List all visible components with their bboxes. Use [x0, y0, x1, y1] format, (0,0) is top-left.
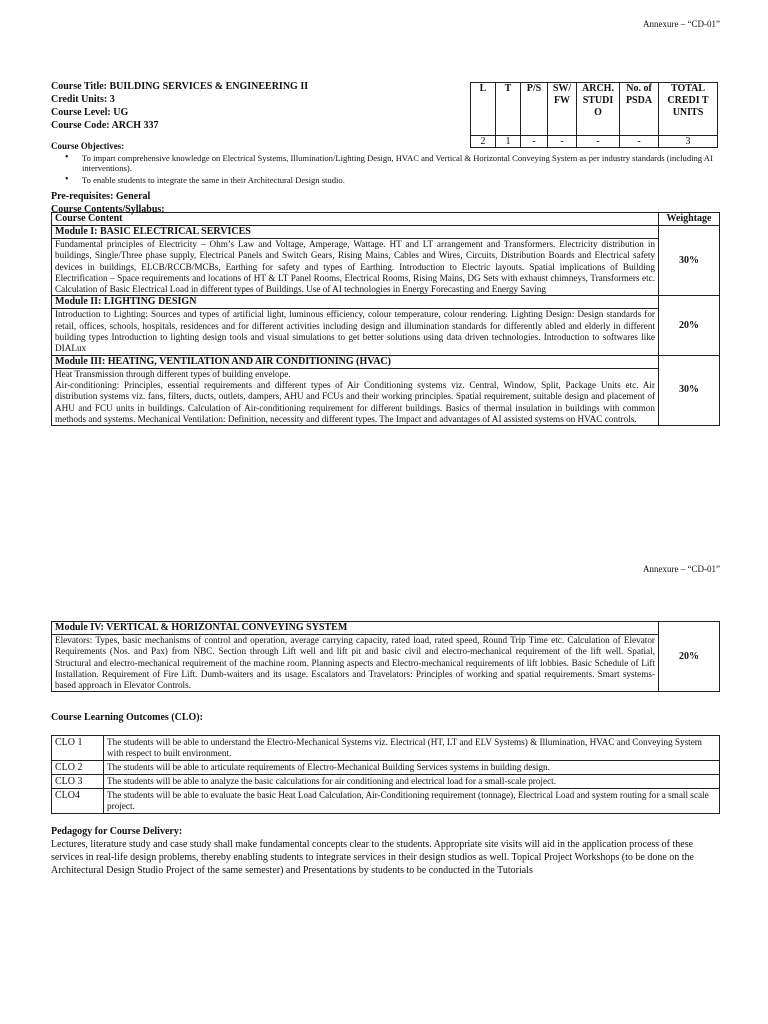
syllabus-header-content: Course Content [52, 213, 659, 226]
syllabus-table [51, 212, 720, 426]
list-item: • To enable students to integrate the same in their Architectural Design studio. [62, 175, 722, 185]
module-2-title: Module II: LIGHTING DESIGN [52, 296, 659, 309]
objectives-heading: Course Objectives: [51, 141, 125, 151]
table-row [52, 736, 720, 761]
clo-code: CLO4 [52, 789, 104, 814]
credit-units: 3 [109, 94, 115, 105]
credit-distribution-table [470, 82, 718, 148]
contents-heading: Course Contents/Syllabus: [51, 204, 165, 215]
credit-header-t: T [496, 83, 521, 136]
clo-text: The students will be able to articulate requirements of Electro-Mechanical Building Services systems in building design. [104, 761, 720, 775]
module-4-weight: 20% [659, 622, 720, 692]
syllabus-table-continued [51, 621, 720, 692]
module-1-title: Module I: BASIC ELECTRICAL SERVICES [52, 226, 659, 239]
credit-units-line: Credit Units: 3 [51, 94, 115, 105]
credit-value-swfw: - [548, 136, 577, 148]
module-4-title: Module IV: VERTICAL & HORIZONTAL CONVEYING SYSTEM [52, 622, 659, 635]
credit-header-arch-studio: ARCH. STUDI O [577, 83, 620, 136]
credit-header-ps: P/S [521, 83, 548, 136]
prerequisites: Pre-requisites: General [51, 191, 151, 202]
table-row [52, 368, 720, 425]
credit-value-psda: - [620, 136, 659, 148]
pedagogy-text: Lectures, literature study and case study shall make fundamental concepts clear to the students. Appropriate site visits will aid in the application process of these services in real-life design problems, thereby enabling students to integrate services in their design studios as well. Topical Project Workshops (to be done on the Architectural Design Studio Project of the same semester) and Presentations by students to be conducted in the Tutorials [51, 839, 694, 876]
module-4-content: Elevators: Types, basic mechanisms of control and operation, average carrying capacity, rated load, rated speed, Round Trip Time etc. Calculation of Elevator Requirements (Nos. and Pax) from NBC. Section through Lift well and lift pit and basic civil and electro-mechanical requirement of the lift well. Spatial, Structural and electro-mechanical requirement of the machine room. Planning aspects and Electro-mechanical requirements of lift lobbies. Basic Schedule of Lift Installation. Requirement of Fire Lift. Dumb-waiters and its usage. Escalators and Travelators: Principles of working and spatial requirements. Smart systems-based approach in Elevator Controls. [52, 635, 659, 692]
credit-value-l: 2 [471, 136, 496, 148]
clo-text: The students will be able to understand the Electro-Mechanical Systems viz. Electrical (HT, LT and ELV Systems) & Illumination, HVAC and Conveying System with respect to built environment. [104, 736, 720, 761]
pedagogy-heading: Pedagogy for Course Delivery: [51, 826, 183, 837]
table-row [52, 296, 720, 309]
clo-heading: Course Learning Outcomes (CLO): [51, 712, 203, 723]
credit-header-swfw: SW/ FW [548, 83, 577, 136]
clo-table [51, 735, 720, 814]
course-title-line: Course Title: BUILDING SERVICES & ENGINEERING II [51, 81, 309, 92]
module-1-weight: 30% [659, 226, 720, 296]
course-level-line: Course Level: UG [51, 107, 129, 118]
module-3-content [52, 368, 659, 425]
table-row [52, 239, 720, 296]
module-3-line-2: Air-conditioning: Principles, essential requirements and different types of Air Conditioning systems viz. Central, Window, Split, Package Units etc. Air distribution systems viz. fans, filters, ducts, outlets, dampers, AHU and FCUs and their working principles. Spatial requirement, suitable design and placement of AHU and FCU units in buildings. Calculation of Air-conditioning requirement for different buildings. Basics of thermal insulation in buildings with common methods and systems. Mechanical Ventilation: Definition, necessity and different types. The Impact and advantages of AI assisted systems on HVAC controls. [55, 379, 655, 424]
credit-header-psda: No. of PSDA [620, 83, 659, 136]
module-3-weight: 30% [659, 355, 720, 425]
module-3-line-1: Heat Transmission through different types of building envelope. [55, 368, 291, 379]
table-row [52, 213, 720, 226]
list-item: • To impart comprehensive knowledge on Electrical Systems, Illumination/Lighting Design, HVAC and Vertical & Horizontal Conveying System as per industry standards (including AI interventions). [62, 153, 722, 173]
course-title: BUILDING SERVICES & ENGINEERING II [109, 81, 309, 92]
module-2-weight: 20% [659, 296, 720, 355]
course-meta [51, 80, 308, 132]
module-3-title: Module III: HEATING, VENTILATION AND AIR CONDITIONING (HVAC) [52, 355, 659, 368]
clo-text: The students will be able to evaluate the basic Heat Load Calculation, Air-Conditioning requirement (tonnage), Electrical Load and system routing for a small scale project. [104, 789, 720, 814]
course-code: ARCH 337 [111, 120, 159, 131]
table-row [52, 309, 720, 355]
course-level: UG [113, 107, 129, 118]
credit-value-t: 1 [496, 136, 521, 148]
table-row [52, 355, 720, 368]
annexure-label: Annexure – “CD-01” [643, 19, 720, 29]
table-row [52, 789, 720, 814]
credit-value-arch-studio: - [577, 136, 620, 148]
clo-text: The students will be able to analyze the basic calculations for air conditioning and electrical load for a small-scale project. [104, 775, 720, 789]
table-row [52, 622, 720, 635]
table-row [52, 761, 720, 775]
clo-code: CLO 1 [52, 736, 104, 761]
credit-value-ps: - [521, 136, 548, 148]
module-2-content: Introduction to Lighting: Sources and types of artificial light, luminous efficiency, colour temperature, colour rendering. Lighting Design: Design standards for retail, offices, schools, hospitals, residences and for different activities including design and illumination standards for differently abled and elderly in different building types Introduction to lighting design tools and visual simulations to get better solutions using data driven technologies. Introduction to softwares like DIALux [52, 309, 659, 355]
table-row [52, 226, 720, 239]
clo-code: CLO 3 [52, 775, 104, 789]
credit-header-l: L [471, 83, 496, 136]
clo-code: CLO 2 [52, 761, 104, 775]
table-row [52, 635, 720, 692]
course-code-line: Course Code: ARCH 337 [51, 120, 159, 131]
syllabus-header-weightage: Weightage [659, 213, 720, 226]
annexure-label: Annexure – “CD-01” [643, 564, 720, 574]
credit-value-total: 3 [659, 136, 718, 148]
objectives-list [62, 153, 722, 187]
table-row [52, 775, 720, 789]
module-1-content: Fundamental principles of Electricity – Ohm’s Law and Voltage, Amperage, Wattage. HT and LT arrangement and Transformers. Electricity distribution in buildings, Single/Three phase supply, Electrical Panels and Switch Gears, Rising Mains, Cables and Wires, Circuits, Distribution Boards and Electrical safety devices in buildings, ELCB/RCCB/MCBs, Earthing for safety and types of Earthing. Introduction to Electric layouts. Spatial implications of Building Electrification – Space requirements and locations of HT & LT Panel Rooms, Electrical Rooms, Rising Mains, DG Sets with exhaust chimneys, Transformers etc. Calculation of Basic Electrical Load in different types of Buildings. Use of AI technologies in Energy Forecasting and Energy Saving [52, 239, 659, 296]
credit-header-total: TOTAL CREDI T UNITS [659, 83, 718, 136]
